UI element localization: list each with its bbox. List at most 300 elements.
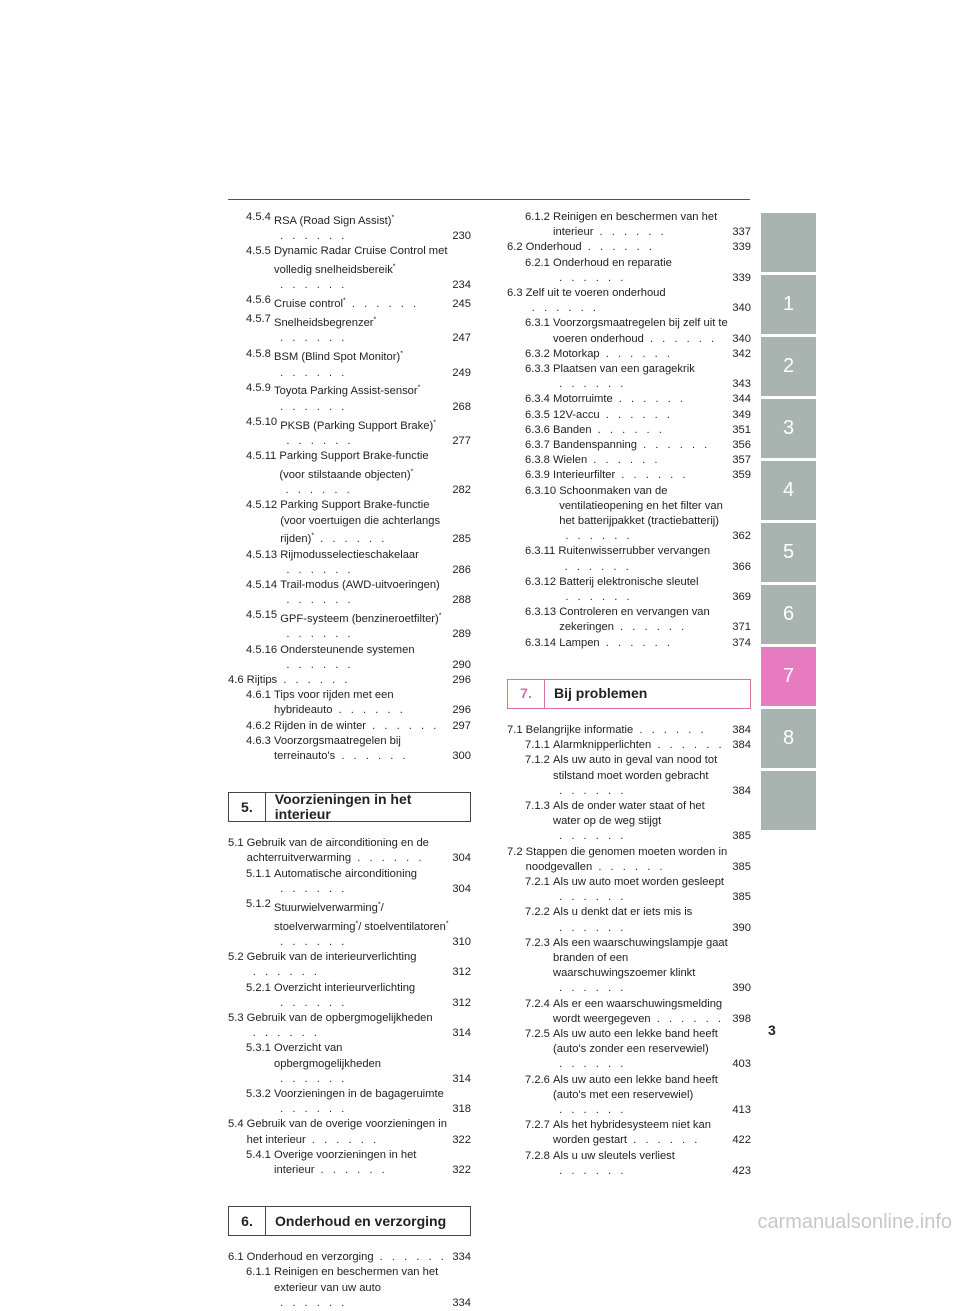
toc-entry[interactable] [507,423,751,438]
toc-left-column [228,210,471,1311]
toc-entry-page: 297 [452,719,471,732]
dot-leader: . . . . . . [553,378,627,391]
toc-entry-number: 6.3.14 [525,636,560,649]
toc-entry-title: PKSB (Parking Support Brake)* [280,418,436,432]
chapter-tab-6[interactable]: 6 [761,585,816,644]
toc-entry-page: 339 [732,271,751,284]
toc-entry-page: 289 [452,628,471,641]
toc-entry-number: 7.2.6 [525,1073,553,1086]
toc-entry[interactable] [228,210,471,244]
toc-entry-number: 4.6.3 [246,734,274,747]
toc-entry-title: Interieurfilter [553,469,616,482]
toc-entry-number: 4.5.6 [246,294,274,307]
toc-entry[interactable] [228,381,471,415]
toc-entry-number: 6.3.7 [525,439,553,452]
chapter-tab-4[interactable]: 4 [761,461,816,520]
dot-leader: . . . . . . [280,658,354,671]
toc-entry[interactable] [228,312,471,346]
toc-entry-title: Ruitenwisserrubber vervangen [558,545,711,558]
toc-entry-page: 351 [732,423,751,436]
toc-entry-page: 349 [732,408,751,421]
toc-entry-number: 7.2.7 [525,1119,553,1132]
toc-entry-number: 5.2 [228,951,247,964]
toc-entry-number: 5.4.1 [246,1148,274,1161]
toc-entry-title: Schoonmaken van de ventilatieopening en het filter van het batterijpakket (tractiebatterij) [559,484,723,528]
toc-entry[interactable] [228,719,471,734]
dot-leader: . . . . . . [280,563,354,576]
dot-leader: . . . . . . [587,454,661,467]
chapter-number: 6. [229,1207,266,1235]
dot-leader: . . . . . . [599,347,673,360]
toc-entry-page: 314 [452,1027,471,1040]
toc-entry-title: Gebruik van de airconditioning en de achterruitverwarming [246,837,429,865]
dot-leader: . . . . . . [559,530,633,543]
toc-entry-page: 362 [732,530,751,543]
toc-entry-number: 4.6 [228,674,247,687]
toc-entry-page: 288 [452,594,471,607]
toc-entry-number: 4.5.13 [246,548,281,561]
toc-entry[interactable] [228,449,471,498]
toc-entry-number: 4.5.9 [246,381,274,394]
toc-entry-title: Rijden in de winter [274,719,367,732]
toc-entry[interactable] [228,608,471,642]
dot-leader: . . . . . . [274,1103,348,1116]
toc-entry-title: Motorkap [553,347,600,360]
toc-entry-page: 374 [732,636,751,649]
toc-entry-title: Parking Support Brake-functie (voor voertuigen die achterlangs rijden)* [280,499,441,546]
toc-entry-number: 7.2.5 [525,1027,553,1040]
toc-entry-page: 385 [732,830,751,843]
dot-leader: . . . . . . [274,229,348,242]
toc-entry-title: Motorruimte [553,393,613,406]
dot-leader: . . . . . . [553,784,627,797]
dot-leader: . . . . . . [246,1027,320,1040]
toc-entry-title: Alarmknipperlichten [553,739,652,752]
toc-entry[interactable] [228,688,471,718]
toc-entry[interactable] [228,950,471,980]
dot-leader: . . . . . . [633,723,707,736]
toc-entry-number: 7.2.1 [525,875,553,888]
toc-entry-page: 296 [452,674,471,687]
toc-entry-title: Voorzorgsmaatregelen bij zelf uit te voeren onderhoud [553,317,728,345]
dot-leader: . . . . . . [599,408,673,421]
toc-entry-title: Bandenspanning [553,439,637,452]
toc-entry[interactable] [507,468,751,483]
toc-entry-number: 6.1.2 [525,211,553,223]
toc-entry-title: Als de onder water staat of het water op de weg stijgt [553,799,705,828]
chapter-number: 5. [229,793,266,821]
toc-entry[interactable] [228,981,471,1011]
toc-entry-title: GPF-systeem (benzineroetfilter)* [280,612,442,626]
toc-entry-number: 5.1.1 [246,867,274,880]
toc-entry-page: 296 [452,704,471,717]
toc-entry-page: 398 [732,1012,751,1025]
toc-entry-title: 12V-accu [553,408,600,421]
dot-leader: . . . . . . [274,882,348,895]
toc-entry[interactable] [228,293,471,312]
toc-entry-number: 5.3 [228,1011,247,1024]
toc-entry-number: 4.5.10 [246,415,281,428]
toc-entry[interactable] [228,1087,471,1117]
toc-entry-page: 385 [732,891,751,904]
toc-entry[interactable] [507,286,751,316]
watermark: carmanualsonline.info [757,1211,952,1233]
toc-entry[interactable] [228,1265,471,1311]
toc-entry-page: 423 [732,1164,751,1177]
toc-entry-page: 249 [452,366,471,379]
chapter-heading [507,679,751,709]
toc-entry-title: Gebruik van de overige voorzieningen in het interieur [246,1118,447,1146]
toc-entry-title: Batterij elektronische sleutel [559,575,699,588]
toc-entry-title: Ondersteunende systemen [280,643,415,656]
toc-entry[interactable] [228,1011,471,1041]
toc-entry[interactable] [228,548,471,578]
toc-entry[interactable] [507,799,751,845]
toc-entry-title: Als een waarschuwingslampje gaat branden of een waarschuwingszoemer klinkt [553,936,728,980]
toc-entry-page: 390 [732,921,751,934]
toc-entry-title: Gebruik van de opbergmogelijkheden [246,1011,433,1024]
toc-entry[interactable] [507,1073,751,1119]
toc-entry-page: 322 [452,1133,471,1146]
toc-entry-number: 7.2.2 [525,906,553,919]
toc-entry[interactable] [507,544,751,574]
toc-entry[interactable] [228,347,471,381]
toc-entry-title: Cruise control* [274,297,346,311]
chapter-tab-1[interactable]: 1 [761,275,816,334]
toc-entry-page: 357 [732,454,751,467]
toc-entry-page: 318 [452,1103,471,1116]
dot-leader: . . . . . . [636,439,711,452]
toc-entry-number: 5.3.2 [246,1087,274,1100]
dot-leader: . . . . . . [553,1164,627,1177]
toc-entry[interactable] [507,362,751,392]
dot-leader: . . . . . . [274,400,348,413]
toc-entry-number: 6.3.5 [525,408,553,421]
dot-leader: . . . . . . [345,298,420,311]
toc-entry-title: Belangrijke informatie [525,723,634,736]
toc-entry[interactable] [228,578,471,608]
toc-entry-page: 312 [452,966,471,979]
toc-entry-title: Als er een waarschuwingsmelding wordt weergegeven [553,997,723,1025]
toc-entry-title: Snelheidsbegrenzer* [274,316,377,330]
toc-entry-page: 314 [452,1072,471,1085]
toc-entry-number: 7.1 [507,723,526,736]
toc-entry-title: Toyota Parking Assist-sensor* [274,384,421,398]
toc-entry-number: 6.1.1 [246,1266,274,1279]
toc-entry-page: 366 [732,560,751,573]
toc-entry-page: 339 [732,241,751,254]
toc-entry-page: 384 [732,739,751,752]
toc-entry-title: Als het hybridesysteem niet kan worden gestart [553,1119,711,1147]
toc-entry-page: 344 [732,393,751,406]
toc-entry[interactable] [507,875,751,905]
toc-entry-number: 4.5.4 [246,211,274,223]
dot-leader: . . . . . . [351,852,425,865]
dot-leader: . . . . . . [553,982,627,995]
dot-leader: . . . . . . [366,719,440,732]
toc-entry[interactable] [507,1118,751,1148]
toc-entry-title: Overige voorzieningen in het interieur [274,1148,417,1176]
toc-entry-title: Parking Support Brake-functie (voor stilstaande objecten)* [279,449,429,481]
toc-entry-page: 234 [452,279,471,292]
toc-entry[interactable] [507,905,751,935]
toc-entry-number: 6.3.11 [525,545,559,558]
toc-entry-number: 6.3.9 [525,469,553,482]
dot-leader: . . . . . . [305,1133,380,1146]
toc-entry-number: 6.3 [507,287,526,300]
toc-entry-title: Zelf uit te voeren onderhoud [525,287,666,300]
toc-entry[interactable] [507,605,751,635]
dot-leader: . . . . . . [553,921,627,934]
toc-entry-page: 342 [732,347,751,360]
toc-entry-page: 286 [452,563,471,576]
toc-entry-number: 7.2.3 [525,936,553,949]
toc-entry-number: 6.1 [228,1251,247,1264]
toc-entry[interactable] [228,1117,471,1147]
dot-leader: . . . . . . [335,750,409,763]
chapter-number: 7. [508,680,545,708]
toc-entry-page: 343 [732,378,751,391]
toc-entry-number: 6.2.1 [525,256,553,269]
dot-leader: . . . . . . [280,628,354,641]
dot-leader: . . . . . . [332,704,406,717]
toc-entry-title: Reinigen en beschermen van het interieur [553,211,718,239]
toc-entry-title: RSA (Road Sign Assist)* [274,214,395,227]
toc-entry-title: Lampen [559,636,600,649]
toc-entry-page: 334 [452,1296,471,1309]
toc-entry-title: Als uw auto moet worden gesleept [553,875,725,888]
toc-entry[interactable] [228,734,471,764]
dot-leader: . . . . . . [651,739,725,752]
toc-entry[interactable] [507,408,751,423]
toc-entry-title: Stappen die genomen moeten worden in noodgevallen [525,845,728,873]
toc-entry-title: Controleren en vervangen van zekeringen [559,606,710,634]
toc-entry[interactable] [507,347,751,362]
toc-entry[interactable] [507,438,751,453]
toc-entry[interactable] [507,723,751,738]
toc-entry-page: 337 [732,226,751,239]
toc-entry[interactable] [507,210,751,240]
toc-entry-page: 285 [452,533,471,546]
toc-entry-page: 334 [452,1251,471,1264]
page-number: 3 [768,1022,776,1038]
toc-entry-number: 7.1.2 [525,754,553,767]
chapter-tabs [761,213,816,833]
toc-entry-number: 5.1.2 [246,898,274,911]
toc-entry-number: 6.3.10 [525,484,560,497]
dot-leader: . . . . . . [615,469,689,482]
toc-entry-title: Voorzieningen in de bagageruimte [274,1087,444,1100]
dot-leader: . . . . . . [613,621,688,634]
toc-entry-number: 6.3.2 [525,347,553,360]
toc-entry[interactable] [228,643,471,673]
chapter-tab-8[interactable]: 8 [761,709,816,768]
toc-entry[interactable] [228,415,471,449]
dot-leader: . . . . . . [650,1012,724,1025]
toc-entry-number: 7.2 [507,845,526,858]
toc-entry-page: 385 [732,860,751,873]
toc-entry-title: Banden [553,423,592,436]
dot-leader: . . . . . . [581,241,655,254]
toc-right-column [507,210,751,1179]
dot-leader: . . . . . . [274,332,348,345]
toc-entry[interactable] [507,484,751,545]
toc-entry-number: 4.5.8 [246,347,274,360]
toc-entry-number: 6.3.4 [525,393,553,406]
dot-leader: . . . . . . [373,1251,447,1264]
chapter-title: Voorzieningen in het interieur [274,791,412,823]
toc-entry[interactable] [507,392,751,407]
toc-entry-number: 6.3.8 [525,454,553,467]
toc-entry-number: 4.5.15 [246,609,281,622]
toc-entry[interactable] [228,836,471,866]
toc-entry[interactable] [507,453,751,468]
toc-entry-page: 282 [452,484,471,497]
dot-leader: . . . . . . [274,366,348,379]
chapter-heading [228,792,471,822]
dot-leader: . . . . . . [280,434,354,447]
toc-entry-page: 369 [732,591,751,604]
toc-entry-number: 4.5.7 [246,313,274,326]
toc-entry[interactable] [228,897,471,950]
toc-entry[interactable] [228,244,471,293]
chapter-heading [228,1206,471,1236]
toc-entry-number: 7.2.4 [525,997,553,1010]
toc-entry-page: 245 [452,298,471,311]
toc-entry[interactable] [228,673,471,688]
toc-entry-number: 6.3.13 [525,606,560,619]
toc-entry-number: 7.2.8 [525,1149,553,1162]
toc-entry[interactable] [507,738,751,753]
dot-leader: . . . . . . [599,636,673,649]
toc-entry-page: 371 [732,621,751,634]
top-rule [228,199,750,200]
toc-entry[interactable] [507,1027,751,1073]
dot-leader: . . . . . . [553,271,627,284]
toc-entry[interactable] [507,636,751,651]
toc-entry-title: Voorzorgsmaatregelen bij terreinauto's [274,734,401,763]
toc-entry-page: 247 [452,332,471,345]
toc-entry[interactable] [507,1149,751,1179]
toc-entry-title: Onderhoud en verzorging [246,1251,374,1264]
toc-entry-number: 4.5.11 [246,449,280,462]
dot-leader: . . . . . . [274,996,348,1009]
toc-entry-title: Als uw auto een lekke band heeft (auto's zonder een reservewiel) [553,1027,718,1056]
toc-entry-page: 384 [732,784,751,797]
dot-leader: . . . . . . [314,1163,388,1176]
chapter-tab-3[interactable]: 3 [761,399,816,458]
toc-entry-title: Als u denkt dat er iets mis is [553,906,693,919]
toc-entry-page: 356 [732,439,751,452]
toc-entry-page: 268 [452,400,471,413]
toc-entry[interactable] [507,997,751,1027]
toc-entry[interactable] [228,1041,471,1087]
dot-leader: . . . . . . [314,533,388,546]
dot-leader: . . . . . . [274,1296,348,1309]
toc-entry-page: 340 [732,302,751,315]
toc-entry-title: Overzicht van opbergmogelijkheden [274,1042,381,1070]
dot-leader: . . . . . . [280,594,354,607]
dot-leader: . . . . . . [274,1072,348,1085]
toc-entry-title: Gebruik van de interieurverlichting [246,951,417,964]
toc-entry-page: 290 [452,658,471,671]
toc-entry[interactable] [507,575,751,605]
toc-entry-number: 6.3.1 [525,317,553,330]
toc-entry-page: 403 [732,1058,751,1071]
toc-entry-page: 359 [732,469,751,482]
toc-entry-page: 300 [452,750,471,763]
toc-entry[interactable] [507,316,751,346]
chapter-tab-blank[interactable] [761,771,816,830]
dot-leader: . . . . . . [627,1134,701,1147]
toc-entry-number: 4.5.16 [246,643,281,656]
toc-entry-number: 4.6.1 [246,689,274,702]
toc-entry-title: Stuurwielverwarming*/ stoelverwarming*/ stoelventilatoren* [274,901,449,933]
toc-entry-page: 230 [452,229,471,242]
chapter-tab-2[interactable]: 2 [761,337,816,396]
toc-entry-title: Onderhoud [525,241,582,254]
toc-entry-page: 322 [452,1163,471,1176]
dot-leader: . . . . . . [553,1058,627,1071]
toc-entry[interactable] [228,498,471,547]
toc-entry[interactable] [507,936,751,997]
toc-entry-number: 6.3.12 [525,575,560,588]
toc-entry-number: 5.2.1 [246,981,274,994]
toc-entry[interactable] [507,845,751,875]
dot-leader: . . . . . . [558,560,632,573]
toc-entry-page: 304 [452,852,471,865]
dot-leader: . . . . . . [591,423,665,436]
dot-leader: . . . . . . [593,226,667,239]
toc-entry-page: 304 [452,882,471,895]
toc-entry-title: Rijmodusselectieschakelaar [280,548,419,561]
toc-entry-page: 384 [732,723,751,736]
toc-entry-title: Trail-modus (AWD-uitvoeringen) [280,579,440,592]
toc-entry[interactable] [507,256,751,286]
dot-leader: . . . . . . [612,393,686,406]
chapter-tab-7[interactable]: 7 [761,647,816,706]
toc-entry-title: Wielen [553,454,588,467]
toc-entry-page: 413 [732,1103,751,1116]
toc-entry-number: 5.1 [228,837,247,850]
toc-entry-page: 340 [732,332,751,345]
toc-entry-title: Als uw auto in geval van nood tot stilstand moet worden gebracht [553,754,718,782]
dot-leader: . . . . . . [643,332,718,345]
toc-entry-number: 7.1.3 [525,799,553,812]
toc-entry-title: Onderhoud en reparatie [553,256,672,269]
dot-leader: . . . . . . [277,674,351,687]
toc-entry-title: Reinigen en beschermen van het exterieur van uw auto [274,1266,439,1294]
toc-entry-page: 312 [452,996,471,1009]
dot-leader: . . . . . . [559,591,633,604]
chapter-tab-blank[interactable] [761,213,816,272]
toc-entry-page: 390 [732,982,751,995]
dot-leader: . . . . . . [553,1103,627,1116]
toc-entry-page: 422 [732,1134,751,1147]
dot-leader: . . . . . . [553,830,627,843]
chapter-title: Bij problemen [554,685,648,702]
dot-leader: . . . . . . [274,935,348,948]
toc-entry-title: Overzicht interieurverlichting [274,981,416,994]
dot-leader: . . . . . . [553,891,627,904]
toc-entry[interactable] [507,240,751,255]
chapter-tab-5[interactable]: 5 [761,523,816,582]
toc-entry[interactable] [507,753,751,799]
toc-entry[interactable] [228,867,471,897]
toc-entry[interactable] [228,1250,471,1265]
toc-entry[interactable] [228,1148,471,1178]
toc-entry-number: 4.6.2 [246,719,274,732]
